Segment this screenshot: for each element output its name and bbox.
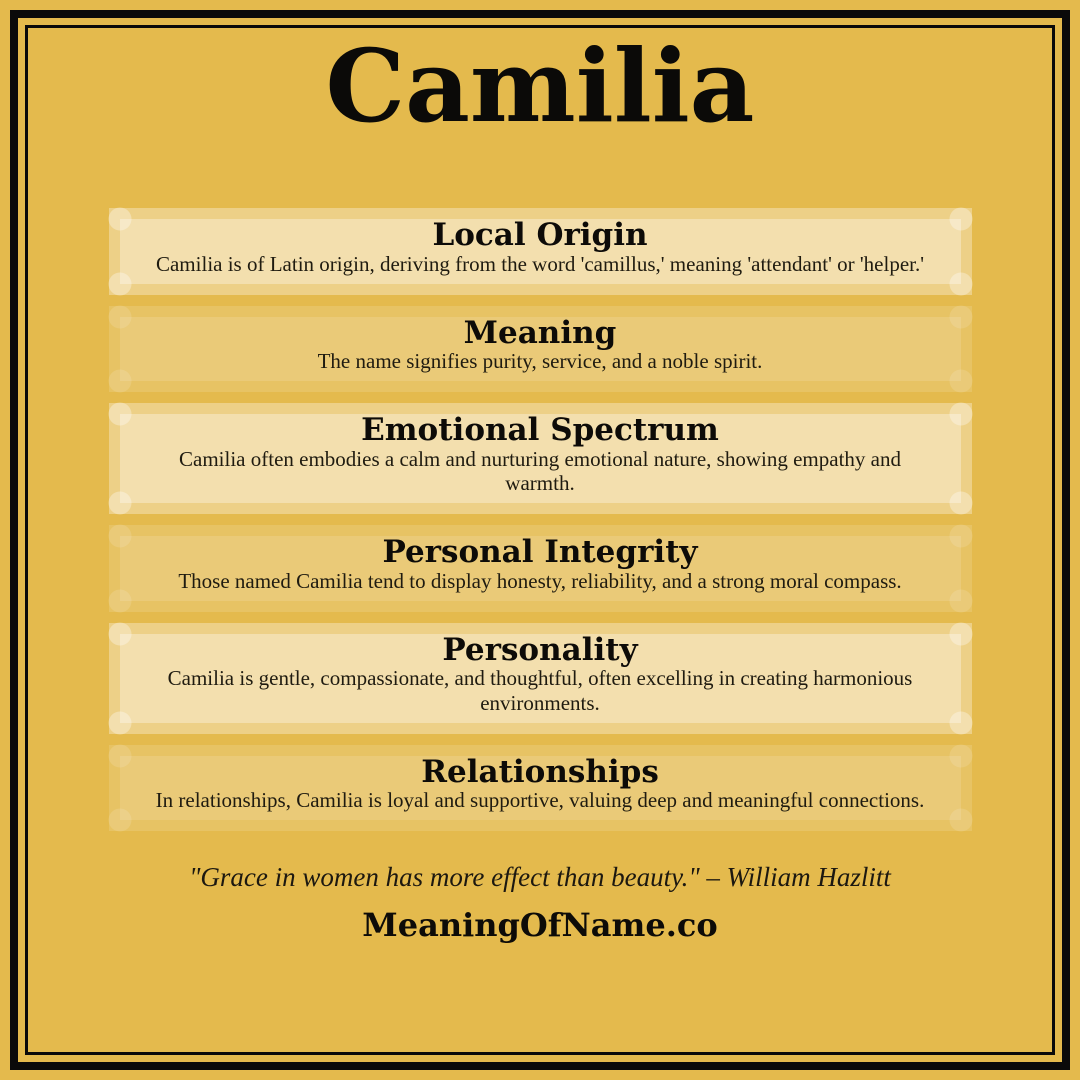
corner-rivet-bottom-right-icon [949, 809, 972, 832]
section-body: Camilia is gentle, compassionate, and thoughtful, often excelling in creating harmonious environments. [167, 666, 913, 715]
section-card [109, 623, 972, 734]
section-body: Camilia often embodies a calm and nurturing emotional nature, showing empathy and warmth. [179, 446, 901, 496]
corner-rivet-top-left-icon [108, 622, 131, 645]
section-card [109, 525, 972, 612]
section-heading: Relationships [421, 753, 659, 790]
section-card [109, 403, 972, 514]
brand-name: MeaningOfName.co [362, 905, 718, 944]
corner-rivet-top-right-icon [949, 208, 972, 231]
section-card-inner [120, 219, 961, 284]
corner-rivet-bottom-left-icon [108, 370, 131, 393]
corner-rivet-top-right-icon [949, 305, 972, 328]
sections-list [109, 208, 972, 831]
section-card [109, 208, 972, 295]
section-card-inner [120, 414, 961, 503]
corner-rivet-bottom-left-icon [108, 492, 131, 515]
quote-text: "Grace in women has more effect than beauty." – William Hazlitt [189, 862, 891, 893]
corner-rivet-bottom-right-icon [949, 492, 972, 515]
section-card-inner [120, 536, 961, 601]
section-body: In relationships, Camilia is loyal and supportive, valuing deep and meaningful connections. [155, 788, 925, 813]
corner-rivet-top-left-icon [108, 305, 131, 328]
corner-rivet-top-left-icon [108, 208, 131, 231]
section-heading: Personality [442, 631, 638, 668]
section-heading: Meaning [463, 314, 617, 351]
section-card-inner [120, 631, 961, 723]
section-heading: Emotional Spectrum [361, 412, 719, 449]
corner-rivet-bottom-right-icon [949, 370, 972, 393]
corner-rivet-bottom-left-icon [108, 589, 131, 612]
section-card [109, 745, 972, 832]
section-heading: Local Origin [432, 217, 648, 253]
corner-rivet-bottom-left-icon [108, 272, 131, 295]
corner-rivet-bottom-left-icon [108, 809, 131, 832]
corner-rivet-bottom-right-icon [949, 589, 972, 612]
corner-rivet-top-right-icon [949, 403, 972, 426]
section-body: Those named Camilia tend to display honesty, reliability, and a strong moral compass. [178, 568, 902, 593]
section-card-inner [120, 314, 961, 382]
corner-rivet-top-right-icon [949, 525, 972, 548]
corner-rivet-top-right-icon [949, 744, 972, 767]
section-body: Camilia is of Latin origin, deriving from the word 'camillus,' meaning 'attendant' or 'helper.' [155, 251, 925, 276]
section-card [109, 306, 972, 393]
corner-rivet-bottom-right-icon [949, 272, 972, 295]
corner-rivet-top-right-icon [949, 622, 972, 645]
corner-rivet-top-left-icon [108, 525, 131, 548]
section-card-inner [120, 753, 961, 821]
section-heading: Personal Integrity [382, 534, 698, 571]
corner-rivet-bottom-left-icon [108, 711, 131, 734]
footer [189, 861, 891, 943]
corner-rivet-top-left-icon [108, 403, 131, 426]
corner-rivet-bottom-right-icon [949, 711, 972, 734]
section-body: The name signifies purity, service, and a noble spirit. [317, 349, 763, 374]
corner-rivet-top-left-icon [108, 744, 131, 767]
page-title: Camilia [325, 27, 755, 145]
